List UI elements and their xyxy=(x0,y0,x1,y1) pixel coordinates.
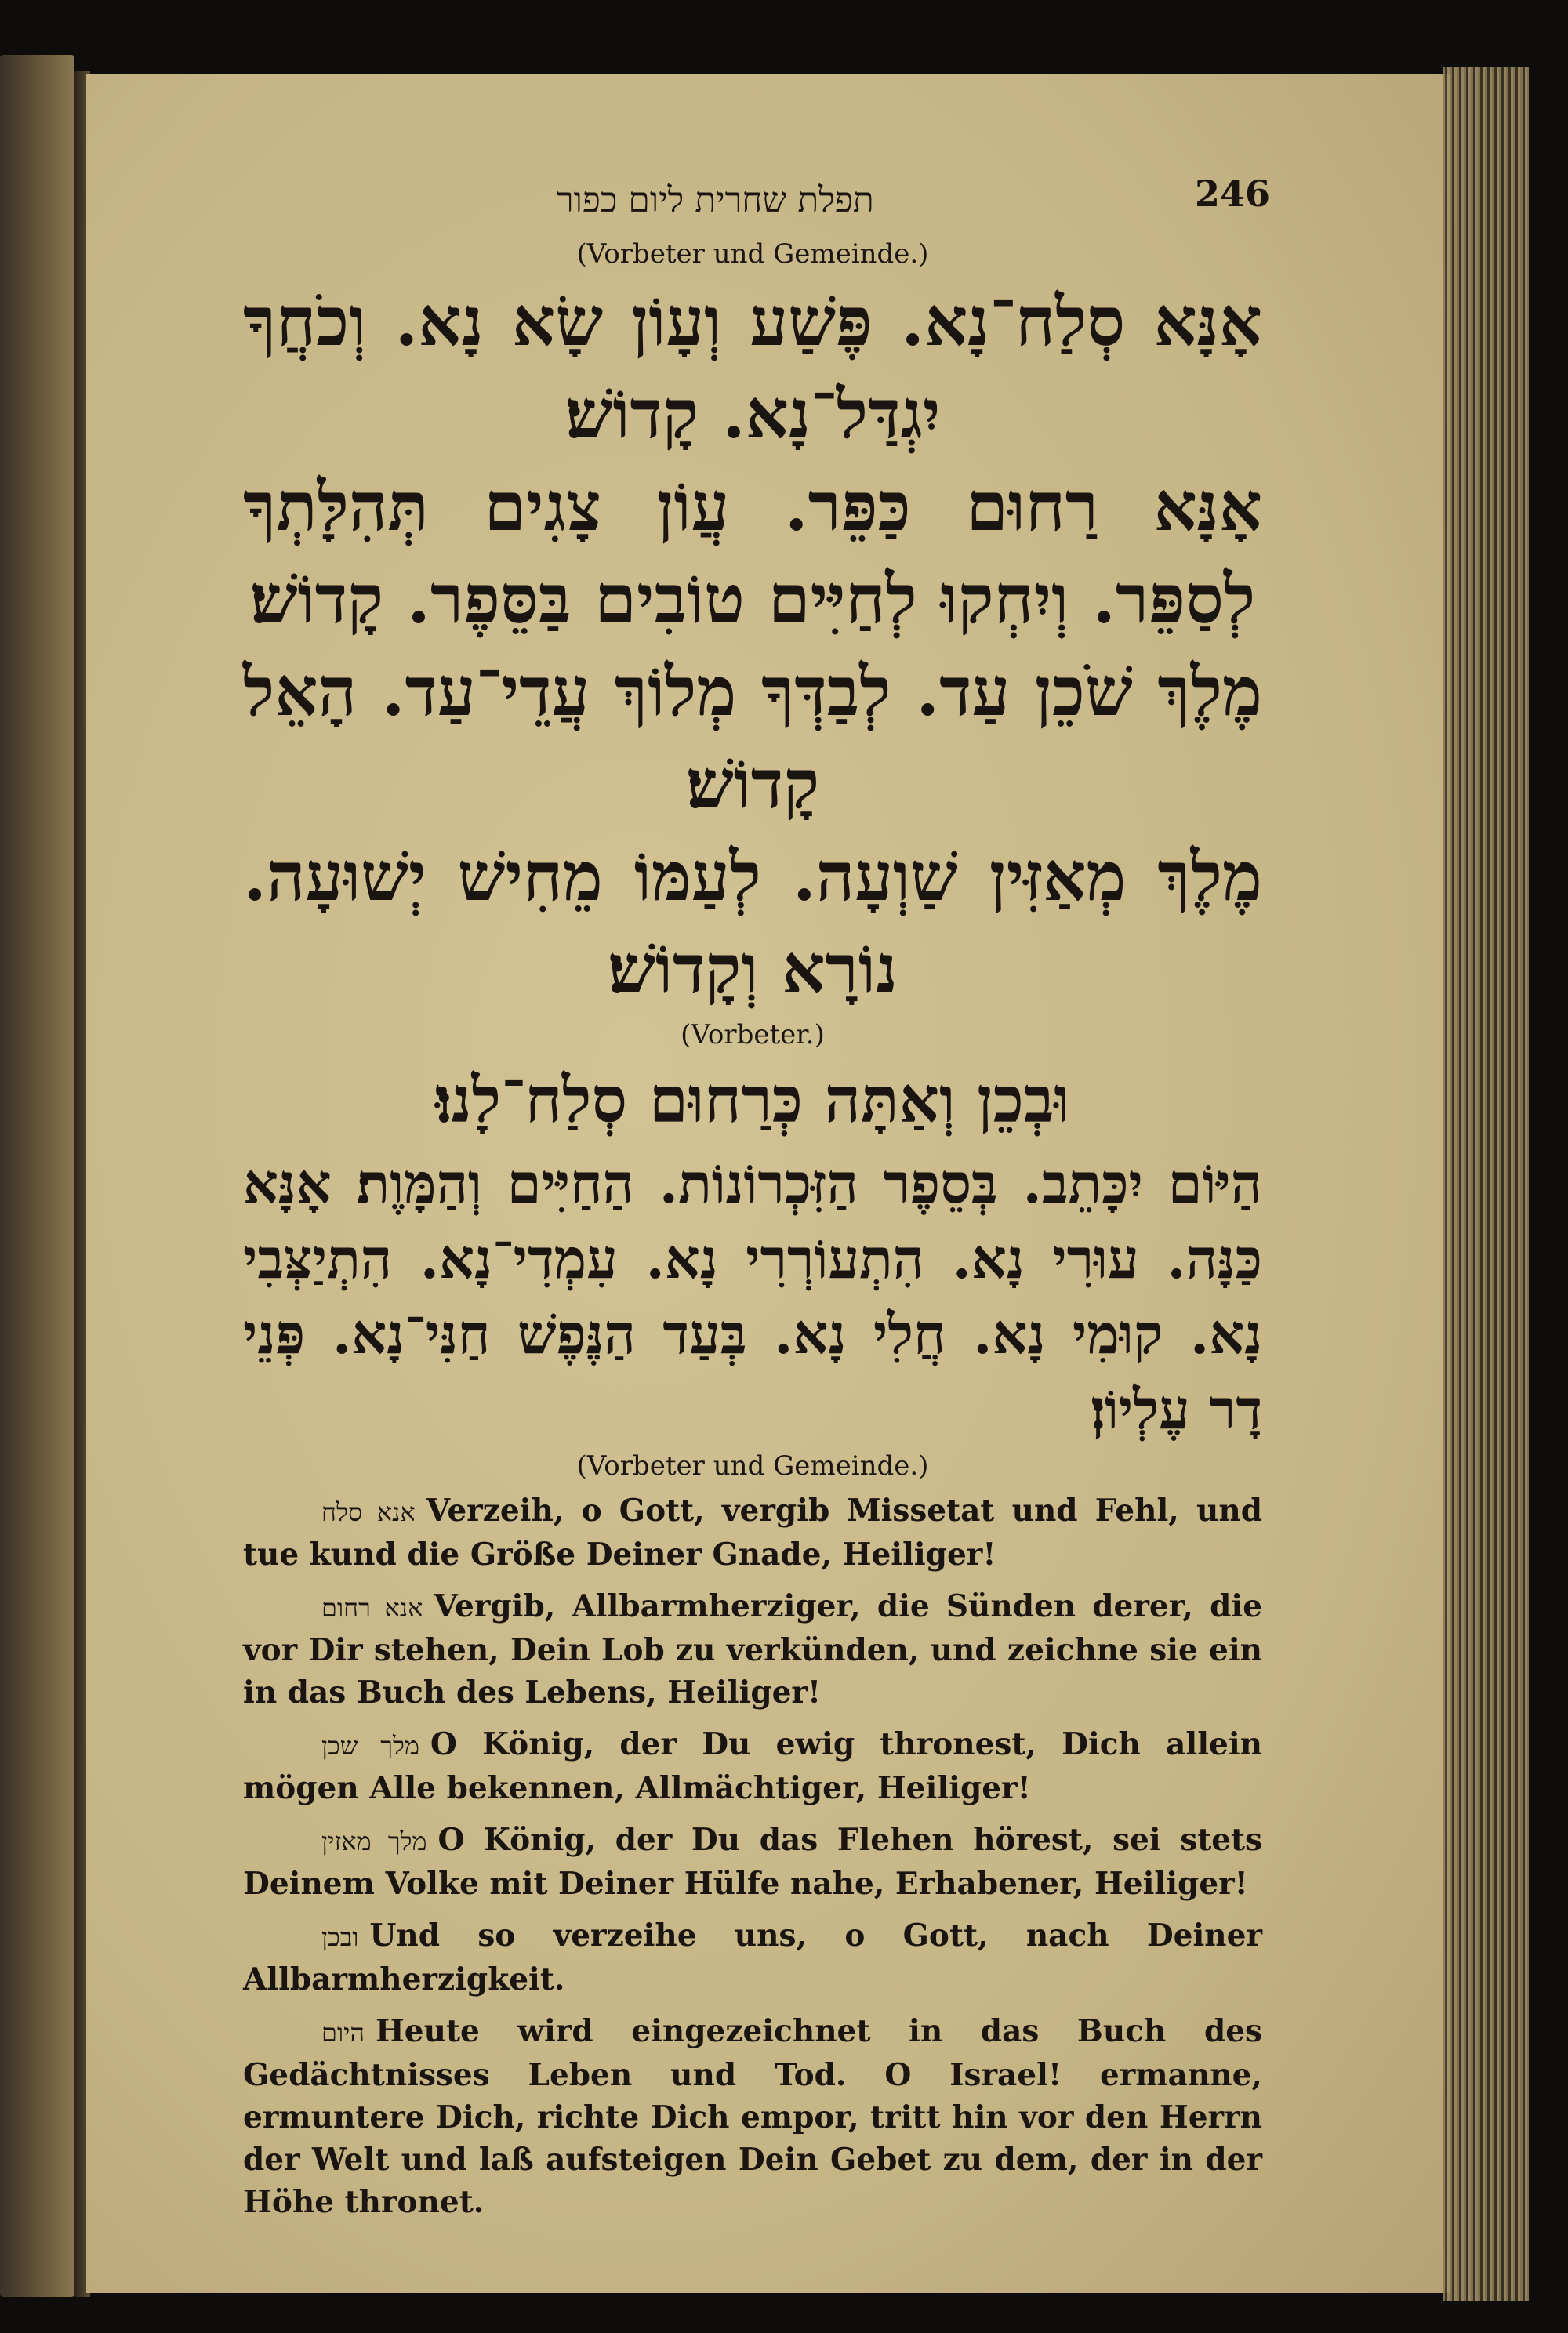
page-number: 246 xyxy=(1194,172,1270,215)
translation-paragraph xyxy=(243,1914,1262,2001)
speaker-label: (Vorbeter und Gemeinde.) xyxy=(576,1450,929,1482)
translation-paragraph xyxy=(243,1723,1262,1809)
hebrew-incipit: אנא סלח xyxy=(321,1497,416,1527)
page-content xyxy=(243,165,1270,2233)
hebrew-incipit: אנא רחום xyxy=(321,1593,423,1623)
translation-paragraph xyxy=(243,1489,1262,1576)
hebrew-stanza: מֶלֶךְ מְאַזִּין שַׁוְעָה. לְעַמּוֹ מֵחִישׁ יְשׁוּעָה. נוֹרָא וְקָדוֹשׁ׃ xyxy=(243,837,1262,1009)
speaker-label: (Vorbeter.) xyxy=(681,1019,825,1050)
hebrew-stanza: אָנָּא סְלַח־נָא. פֶּשַׁע וְעָוֹן שָׂא נָא. וְכֹחֲךָ יִגְדַּל־נָא. קָדוֹשׁ׃ xyxy=(243,282,1262,454)
translation-text: O König, der Du das Flehen hörest, sei stets Deinem Volke mit Deiner Hülfe nahe, Erhabener, Heiliger! xyxy=(243,1822,1263,1902)
hebrew-paragraph: הַיּוֹם יִכָּתֵב. בְּסֵפֶר הַזִּכְרוֹנוֹת. הַחַיִּים וְהַמָּוֶת׃ אָנָּא כַּנָּה. עוּרִי נָא. הִתְעוֹרְרִי נָא. עִמְדִי־נָא. הִתְיַצְּבִי נָא. קוּמִי נָא. חֲלִי נָא. בְּעַד הַנֶּפֶשׁ חַנִּי־נָא. פְּנֵי דָר עֶלְיוֹן׃ xyxy=(243,1151,1262,1442)
hebrew-refrain: וּבְכֵן וְאַתָּה כְּרַחוּם סְלַח־לָנוּ׃ xyxy=(435,1063,1070,1137)
facing-page-edge xyxy=(0,55,74,2297)
translation-paragraph xyxy=(243,1819,1262,1905)
running-title: תפלת שחרית ליום כפור xyxy=(557,180,874,220)
translation-paragraph xyxy=(243,2010,1262,2223)
hebrew-incipit: מלך שכן xyxy=(321,1731,419,1761)
speaker-label: (Vorbeter und Gemeinde.) xyxy=(576,238,929,270)
translation-text: Verzeih, o Gott, vergib Missetat und Fehl, und tue kund die Größe Deiner Gnade, Heiliger! xyxy=(243,1493,1262,1573)
hebrew-stanza: מֶלֶךְ שֹׁכֵן עַד. לְבַדְּךָ מְלוֹךְ עֲדֵי־עַד. הָאֵל קָדוֹשׁ׃ xyxy=(243,652,1262,824)
hebrew-incipit: ובכן xyxy=(321,1922,359,1952)
translation-text: O König, der Du ewig thronest, Dich allein mögen Alle bekennen, Allmächtiger, Heiliger! xyxy=(243,1726,1262,1806)
translation-text: Vergib, Allbarmherziger, die Sünden derer, die vor Dir stehen, Dein Lob zu verkünden, und zeichne sie ein in das Buch des Lebens, Heiliger! xyxy=(243,1588,1263,1711)
translation-paragraph xyxy=(243,1585,1262,1714)
page-stack-edges xyxy=(1443,67,1529,2301)
translation-text: Und so verzeihe uns, o Gott, nach Deiner Allbarmherzigkeit. xyxy=(243,1918,1262,1997)
hebrew-incipit: מלך מאזין xyxy=(321,1827,427,1856)
hebrew-stanza: אָנָּא רַחוּם כַּפֵּר. עֲוֹן צָגִים תְּהִלָּתְךָ לְסַפֵּר. וְיִחְקוּ לְחַיִּים טוֹבִים בַּסֵּפֶר. קָדוֹשׁ׃ xyxy=(243,467,1262,639)
hebrew-incipit: היום xyxy=(321,2018,365,2048)
translation-text: Heute wird eingezeichnet in das Buch des Gedächtnisses Leben und Tod. O Israel! ermanne, ermuntere Dich, richte Dich empor, tritt hin vor den Herrn der Welt und laß aufsteigen Dein Gebet zu dem, der in der Höhe thronet. xyxy=(243,2013,1262,2220)
running-head xyxy=(243,165,1270,235)
german-translation xyxy=(243,1489,1262,2223)
